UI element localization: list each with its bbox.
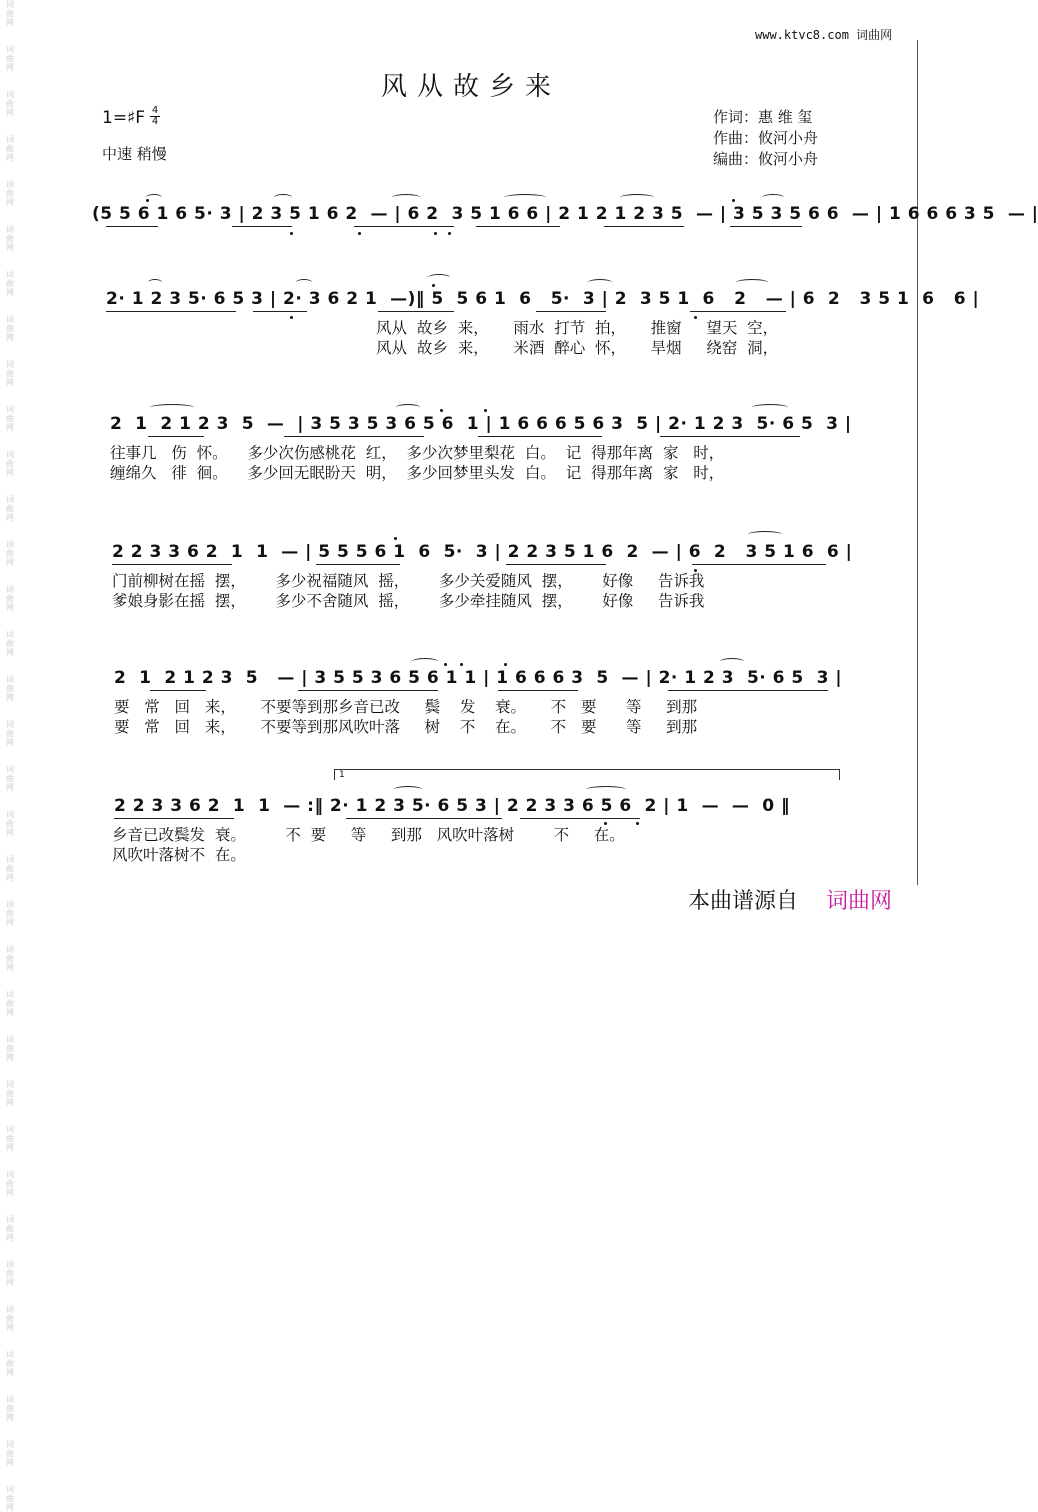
page-border-line bbox=[917, 40, 918, 885]
slur bbox=[736, 279, 768, 286]
beam-underline bbox=[660, 436, 800, 437]
beam-underline bbox=[354, 226, 454, 227]
high-octave-dot bbox=[146, 199, 149, 202]
beam-underline bbox=[298, 690, 438, 691]
beam-underline bbox=[150, 690, 206, 691]
slur bbox=[762, 194, 784, 201]
low-octave-dot bbox=[604, 822, 607, 825]
beam-underline bbox=[114, 818, 234, 819]
slur bbox=[274, 194, 292, 201]
lyric-row-2-verse-2: 风从 故乡 来， 米酒 醉心 怀， 旱烟 绕窑 洞， bbox=[376, 339, 779, 357]
lyric-row-5-verse-1: 要 常 回 来， 不要等到那乡音已改 鬓 发 衰。 不 要 等 到那 bbox=[114, 698, 698, 716]
notation-row-1: (5 5 6 1 6 5· 3 | 2 3 5 1 6 2 — | 6 2 3 5 1 6 6 | 2 1 2 1 2 3 5 — | 3 5 3 5 6 6 — | 1 6 6 6 3 5 — | bbox=[92, 204, 1038, 224]
beam-underline bbox=[232, 226, 292, 227]
lyricist-credit: 作词：惠 维 玺 bbox=[713, 108, 813, 126]
time-sig-bottom: 4 bbox=[151, 116, 159, 127]
slur bbox=[428, 274, 450, 281]
arranger-credit: 编曲：攸河小舟 bbox=[713, 150, 819, 168]
high-octave-dot bbox=[440, 409, 443, 412]
lyric-row-3-verse-2: 缠绵久 徘 徊。 多少回无眠盼天 明， 多少回梦里头发 白。 记 得那年离 家 时， bbox=[110, 464, 725, 482]
beam-underline bbox=[316, 564, 400, 565]
slur bbox=[392, 194, 420, 201]
key-signature: 1=♯F bbox=[102, 108, 146, 128]
notation-row-5: 2 1 2 1 2 3 5 — | 3 5 5 3 6 5 6 1 1 | 1 6 6 6 3 5 — | 2· 1 2 3 5· 6 5 3 | bbox=[114, 668, 843, 688]
slur bbox=[148, 279, 162, 286]
low-octave-dot bbox=[290, 232, 293, 235]
beam-underline bbox=[378, 311, 454, 312]
lyric-row-6-verse-1: 乡音已改鬓发 衰。 不 要 等 到那 风吹叶落树 不 在。 bbox=[112, 826, 625, 844]
beam-underline bbox=[498, 690, 578, 691]
notation-row-6: 2 2 3 3 6 2 1 1 — :‖ 2· 1 2 3 5· 6 5 3 | 2 2 3 3 6 5 6 2 | 1 — — 0 ‖ bbox=[114, 796, 790, 816]
lyric-row-3-verse-1: 往事几 伤 怀。 多少次伤感桃花 红， 多少次梦里梨花 白。 记 得那年离 家 时， bbox=[110, 444, 725, 462]
beam-underline bbox=[668, 690, 828, 691]
beam-underline bbox=[604, 226, 684, 227]
beam-underline bbox=[253, 311, 307, 312]
high-octave-dot bbox=[732, 199, 735, 202]
composer-credit: 作曲：攸河小舟 bbox=[713, 129, 819, 147]
slur bbox=[396, 404, 420, 411]
slur bbox=[504, 194, 546, 201]
beam-underline bbox=[346, 818, 502, 819]
source-site-link[interactable]: 词曲网 bbox=[826, 889, 893, 914]
slur bbox=[588, 279, 612, 286]
tempo-marking: 中速 稍慢 bbox=[102, 145, 167, 163]
low-octave-dot bbox=[694, 316, 697, 319]
low-octave-dot bbox=[290, 316, 293, 319]
song-title: 风从故乡来 bbox=[380, 72, 561, 102]
beam-underline bbox=[520, 818, 640, 819]
watermark-column: 词 曲 网 词 曲 网 词 曲 网 词 曲 网 词 曲 网 词 曲 网 词 曲 网 词 曲 网 词 曲 网 词 曲 网 词 曲 网 词 曲 网 词 曲 网 词 曲 网 词 曲 网 词 曲 网 词 曲 网 词 曲 网 词 曲 网 词 曲 网 词 曲 网 词 曲 网 词 曲 网 词 曲 网 词 曲 网 词 曲 网 词 曲 网 词 曲 网 词 曲 网 词 曲 网 词 曲 网 词 曲 网 词 曲 网 词 曲 网 bbox=[6, 0, 14, 1512]
beam-underline bbox=[690, 311, 786, 312]
low-octave-dot bbox=[636, 822, 639, 825]
volta-number: 1 bbox=[339, 770, 345, 780]
slur bbox=[412, 658, 438, 665]
high-octave-dot bbox=[460, 663, 463, 666]
high-octave-dot bbox=[504, 663, 507, 666]
high-octave-dot bbox=[444, 663, 447, 666]
slur bbox=[748, 531, 782, 538]
site-tag[interactable]: www.ktvc8.com 词曲网 bbox=[755, 28, 893, 42]
low-octave-dot bbox=[434, 232, 437, 235]
slur bbox=[296, 279, 312, 286]
high-octave-dot bbox=[484, 409, 487, 412]
high-octave-dot bbox=[432, 284, 435, 287]
beam-underline bbox=[112, 564, 232, 565]
source-label: 本曲谱源自 bbox=[688, 889, 799, 914]
volta-bracket bbox=[334, 769, 840, 780]
slur bbox=[150, 404, 194, 411]
low-octave-dot bbox=[358, 232, 361, 235]
low-octave-dot bbox=[694, 569, 697, 572]
slur bbox=[720, 658, 744, 665]
beam-underline bbox=[730, 226, 802, 227]
lyric-row-6-verse-2: 风吹叶落树不 在。 bbox=[112, 846, 246, 864]
beam-underline bbox=[106, 311, 236, 312]
beam-underline bbox=[284, 436, 424, 437]
notation-row-4: 2 2 3 3 6 2 1 1 — | 5 5 5 6 1 6 5· 3 | 2 2 3 5 1 6 2 — | 6 2 3 5 1 6 6 | bbox=[112, 542, 853, 562]
beam-underline bbox=[106, 226, 158, 227]
beam-underline bbox=[476, 226, 560, 227]
slur bbox=[394, 786, 422, 793]
notation-row-2: 2· 1 2 3 5· 6 5 3 | 2· 3 6 2 1 —)‖ 5 5 6 1 6 5· 3 | 2 3 5 1 6 2 — | 6 2 3 5 1 6 6 | bbox=[106, 289, 980, 309]
credits bbox=[713, 107, 818, 170]
slur bbox=[586, 786, 626, 793]
beam-underline bbox=[148, 436, 204, 437]
beam-underline bbox=[536, 311, 606, 312]
lyric-row-5-verse-2: 要 常 回 来， 不要等到那风吹叶落 树 不 在。 不 要 等 到那 bbox=[114, 718, 698, 736]
beam-underline bbox=[478, 436, 602, 437]
beam-underline bbox=[692, 564, 826, 565]
lyric-row-2-verse-1: 风从 故乡 来， 雨水 打节 拍， 推窗 望天 空， bbox=[376, 319, 779, 337]
time-signature bbox=[150, 106, 160, 127]
lyric-row-4-verse-2: 爹娘身影在摇 摆， 多少不舍随风 摇， 多少牵挂随风 摆， 好像 告诉我 bbox=[112, 592, 705, 610]
slur bbox=[752, 404, 788, 411]
high-octave-dot bbox=[394, 537, 397, 540]
low-octave-dot bbox=[448, 232, 451, 235]
notation-row-3: 2 1 2 1 2 3 5 — | 3 5 3 5 3 6 5 6 1 | 1 6 6 6 5 6 3 5 | 2· 1 2 3 5· 6 5 3 | bbox=[110, 414, 852, 434]
beam-underline bbox=[506, 564, 606, 565]
time-sig-top: 4 bbox=[151, 105, 159, 116]
lyric-row-4-verse-1: 门前柳树在摇 摆， 多少祝福随风 摇， 多少关爱随风 摆， 好像 告诉我 bbox=[112, 572, 705, 590]
slur bbox=[620, 194, 654, 201]
